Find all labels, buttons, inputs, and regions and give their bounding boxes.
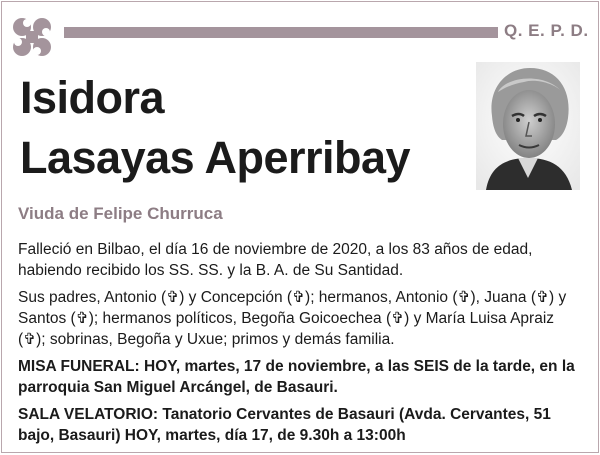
obituary-card	[1, 1, 599, 453]
widow-of: Viuda de Felipe Churruca	[18, 204, 223, 223]
wake-paragraph: SALA VELATORIO: Tanatorio Cervantes de Basauri (Avda. Cervantes, 51 bajo, Basauri) HOY, martes, día 17, de 9.30h a 13:00h	[18, 406, 551, 444]
funeral-mass-paragraph: MISA FUNERAL: HOY, martes, 17 de noviembre, a las SEIS de la tarde, en la parroquia San Miguel Arcángel, de Basauri.	[18, 358, 575, 396]
header-rule	[64, 27, 498, 38]
qepd-label: Q. E. P. D.	[504, 21, 589, 40]
lauburu-icon	[7, 12, 57, 62]
surnames: Lasayas Aperribay	[20, 132, 411, 183]
death-paragraph: Falleció en Bilbao, el día 16 de noviembre de 2020, a los 83 años de edad, habiendo recibido los SS. SS. y la B. A. de Su Santidad.	[18, 241, 533, 279]
obituary-text	[18, 239, 584, 452]
first-name: Isidora	[20, 72, 165, 123]
portrait-photo	[476, 62, 580, 190]
family-paragraph: Sus padres, Antonio (✞) y Concepción (✞); hermanos, Antonio (✞), Juana (✞) y Santos (✞); hermanos políticos, Begoña Goicoechea (✞) y María Luisa Apraiz (✞); sobrinas, Begoña y Uxue; primos y demás familia.	[18, 289, 567, 348]
